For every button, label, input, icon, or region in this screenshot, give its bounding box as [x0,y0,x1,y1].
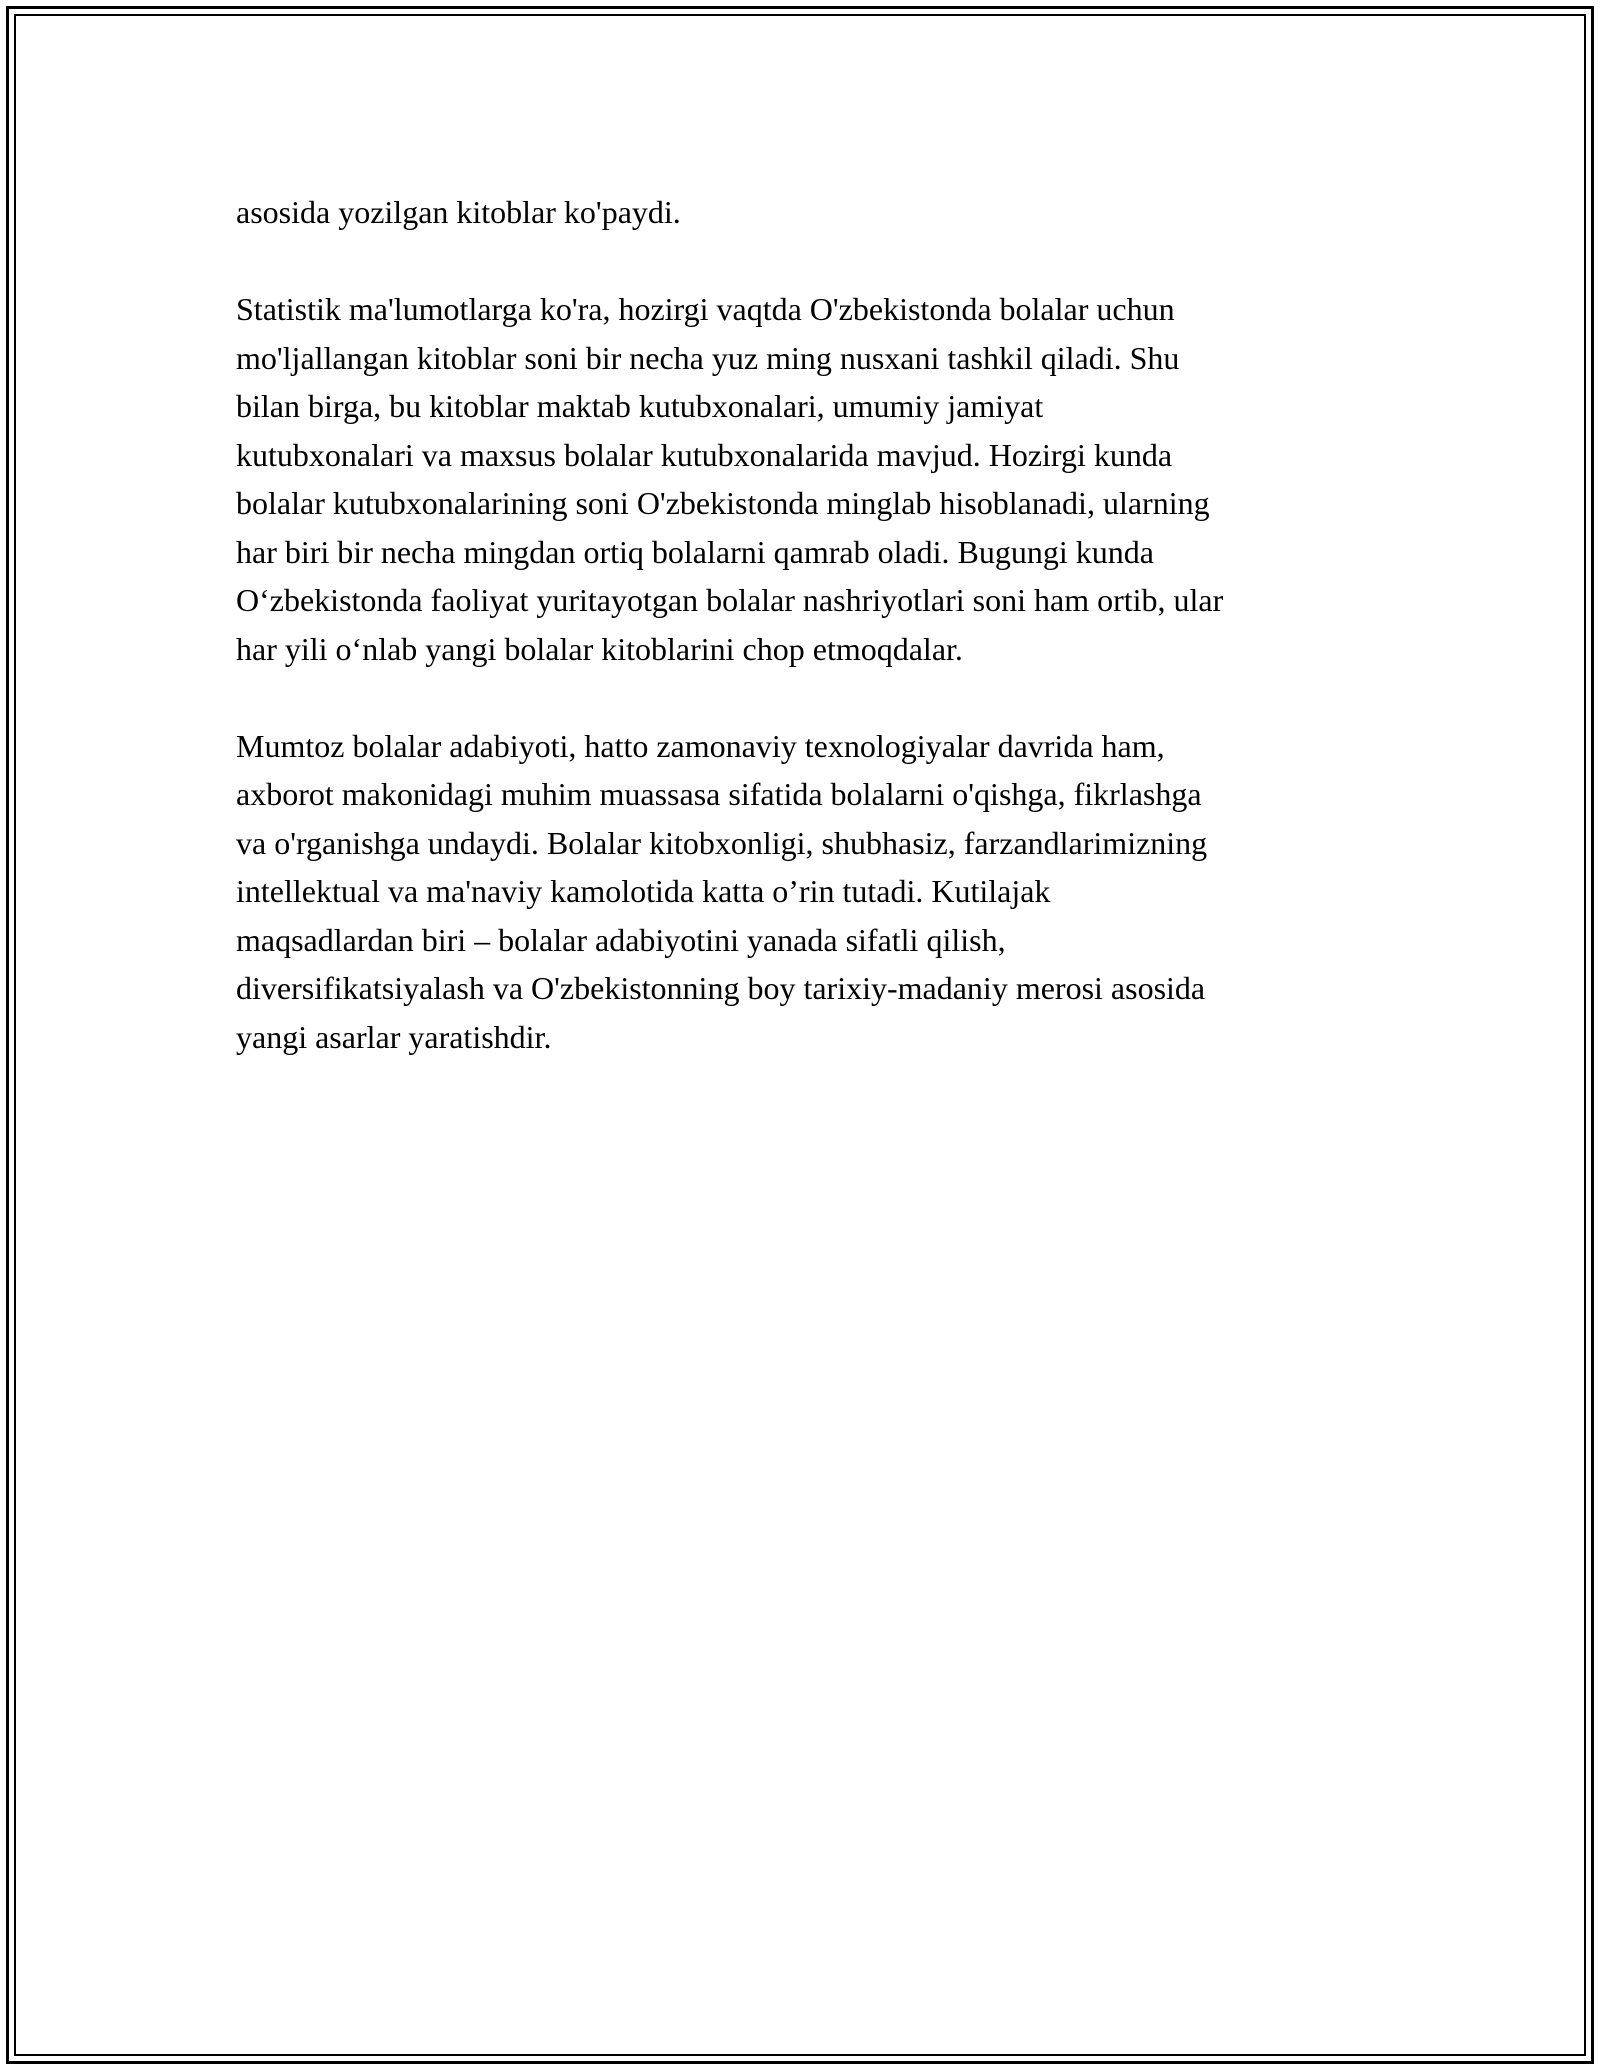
text-line: mo'ljallangan kitoblar soni bir necha yuz ming nusxani tashkil qiladi. Shu [236,339,1180,376]
text-line: intellektual va ma'naviy kamolotida katta o’rin tutadi. Kutilajak [236,873,1051,909]
text-line: diversifikatsiyalash va O'zbekistonning boy tarixiy-madaniy merosi asosida [236,970,1206,1006]
paragraph-1 [236,188,1376,237]
text-line: bilan birga, bu kitoblar maktab kutubxonalari, umumiy jamiyat [236,388,1044,424]
text-line: Mumtoz bolalar adabiyoti, hatto zamonaviy texnologiyalar davrida ham, [236,727,1165,764]
text-line: yangi asarlar yaratishdir. [236,1018,552,1055]
text-line: axborot makonidagi muhim muassasa sifatida bolalarni o'qishga, fikrlashga [236,776,1202,812]
text-line: O‘zbekistonda faoliyat yuritayotgan bolalar nashriyotlari soni ham ortib, ular [236,582,1224,618]
text-line: har yili o‘nlab yangi bolalar kitoblarini chop etmoqdalar. [236,630,963,667]
paragraph-2 [236,285,1376,673]
text-line: maqsadlardan biri – bolalar adabiyotini yanada sifatli qilish, [236,921,1006,958]
text-line: va o'rganishga undaydi. Bolalar kitobxonligi, shubhasiz, farzandlarimizning [236,824,1208,861]
text-line: kutubxonalari va maxsus bolalar kutubxonalarida mavjud. Hozirgi kunda [236,436,1173,473]
paragraph-3 [236,722,1376,1062]
text-line: bolalar kutubxonalarining soni O'zbekistonda minglab hisoblanadi, ularning [236,485,1210,521]
text-line: har biri bir necha mingdan ortiq bolalarni qamrab oladi. Bugungi kunda [236,533,1154,570]
text-line: asosida yozilgan kitoblar ko'paydi. [236,194,681,230]
page-content [236,188,1376,1110]
text-line: Statistik ma'lumotlarga ko'ra, hozirgi vaqtda O'zbekistonda bolalar uchun [236,291,1175,327]
